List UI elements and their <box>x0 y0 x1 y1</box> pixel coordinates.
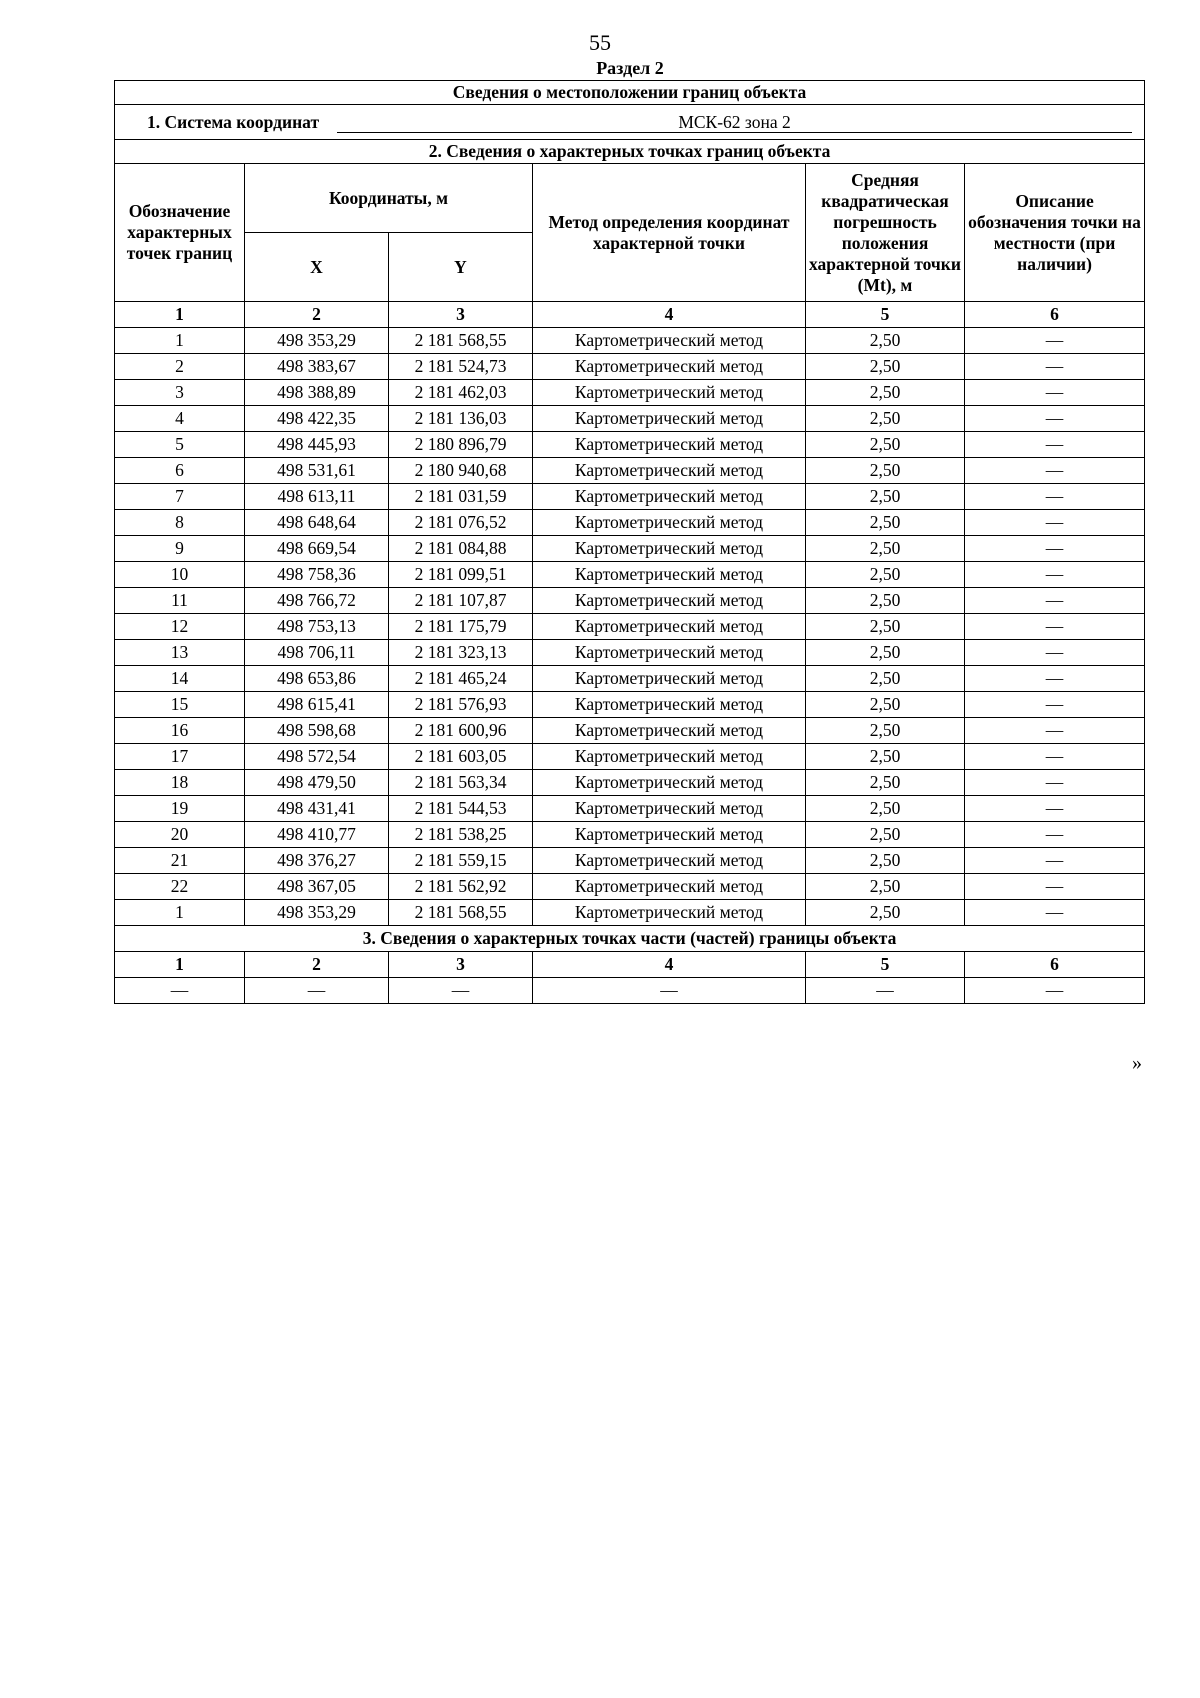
cell-coord-x: 498 445,93 <box>245 432 389 458</box>
cell-method: Картометрический метод <box>533 432 806 458</box>
cell-description: — <box>965 744 1145 770</box>
cell-method: Картометрический метод <box>533 822 806 848</box>
cell-description: — <box>965 562 1145 588</box>
cell-description: — <box>965 614 1145 640</box>
column-number: 4 <box>533 952 806 978</box>
cell-coord-y: 2 181 563,34 <box>389 770 533 796</box>
cell-coord-y: 2 181 107,87 <box>389 588 533 614</box>
cell-method: Картометрический метод <box>533 380 806 406</box>
cell-method: Картометрический метод <box>533 848 806 874</box>
cell-method: Картометрический метод <box>533 744 806 770</box>
cell-point-id: 14 <box>115 666 245 692</box>
cell-coord-x: 498 615,41 <box>245 692 389 718</box>
cell-mean-error: 2,50 <box>806 588 965 614</box>
cell-coord-x: 498 766,72 <box>245 588 389 614</box>
cell-method: Картометрический метод <box>533 874 806 900</box>
cell-coord-y: 2 181 603,05 <box>389 744 533 770</box>
cell-mean-error: 2,50 <box>806 796 965 822</box>
column-number: 4 <box>533 302 806 328</box>
section-title: Раздел 2 <box>596 58 664 78</box>
cell-mean-error: 2,50 <box>806 536 965 562</box>
column-numbers-row <box>115 302 1145 328</box>
column-number: 2 <box>245 302 389 328</box>
cell-mean-error: 2,50 <box>806 432 965 458</box>
cell-coord-x: 498 388,89 <box>245 380 389 406</box>
cell-coord-y: 2 181 175,79 <box>389 614 533 640</box>
column-number: 5 <box>806 952 965 978</box>
table-row <box>115 432 1145 458</box>
cell-point-id: 19 <box>115 796 245 822</box>
cell-point-id: 17 <box>115 744 245 770</box>
table-row <box>115 874 1145 900</box>
table-row <box>115 406 1145 432</box>
cell-coord-x: 498 531,61 <box>245 458 389 484</box>
table-row <box>115 380 1145 406</box>
table-row <box>115 328 1145 354</box>
cell-coord-x: 498 410,77 <box>245 822 389 848</box>
cell-description: — <box>965 432 1145 458</box>
cell-method: Картометрический метод <box>533 562 806 588</box>
table-row <box>115 536 1145 562</box>
cell-description: — <box>965 822 1145 848</box>
cell-coord-y: 2 181 544,53 <box>389 796 533 822</box>
table-row <box>115 354 1145 380</box>
empty-cell: — <box>965 978 1145 1004</box>
table-row <box>115 692 1145 718</box>
cell-description: — <box>965 770 1145 796</box>
cell-method: Картометрический метод <box>533 510 806 536</box>
cell-mean-error: 2,50 <box>806 640 965 666</box>
table-title: Сведения о местоположении границ объекта <box>115 81 1145 105</box>
table-row <box>115 770 1145 796</box>
cell-description: — <box>965 718 1145 744</box>
cell-point-id: 11 <box>115 588 245 614</box>
cell-method: Картометрический метод <box>533 406 806 432</box>
cell-description: — <box>965 458 1145 484</box>
cell-point-id: 21 <box>115 848 245 874</box>
empty-cell: — <box>389 978 533 1004</box>
cell-point-id: 8 <box>115 510 245 536</box>
column-number: 2 <box>245 952 389 978</box>
cell-mean-error: 2,50 <box>806 718 965 744</box>
cell-mean-error: 2,50 <box>806 328 965 354</box>
cell-mean-error: 2,50 <box>806 822 965 848</box>
cell-coord-y: 2 181 568,55 <box>389 900 533 926</box>
cell-method: Картометрический метод <box>533 666 806 692</box>
closing-quote: » <box>1132 1052 1142 1074</box>
cell-point-id: 4 <box>115 406 245 432</box>
cell-coord-x: 498 669,54 <box>245 536 389 562</box>
column-number: 6 <box>965 952 1145 978</box>
cell-point-id: 15 <box>115 692 245 718</box>
table-row <box>115 614 1145 640</box>
cell-point-id: 3 <box>115 380 245 406</box>
cell-mean-error: 2,50 <box>806 900 965 926</box>
header-method: Метод определения координат характерной точки <box>533 164 806 302</box>
table-row <box>115 796 1145 822</box>
cell-method: Картометрический метод <box>533 328 806 354</box>
cell-method: Картометрический метод <box>533 640 806 666</box>
cell-method: Картометрический метод <box>533 458 806 484</box>
cell-method: Картометрический метод <box>533 588 806 614</box>
cell-point-id: 6 <box>115 458 245 484</box>
coord-system-row <box>115 105 1145 140</box>
cell-coord-x: 498 598,68 <box>245 718 389 744</box>
cell-mean-error: 2,50 <box>806 354 965 380</box>
cell-point-id: 18 <box>115 770 245 796</box>
table-row <box>115 458 1145 484</box>
column-number: 3 <box>389 952 533 978</box>
header-error: Средняя квадратическая погрешность положения характерной точки (Mt), м <box>806 164 965 302</box>
empty-cell: — <box>245 978 389 1004</box>
cell-coord-y: 2 181 076,52 <box>389 510 533 536</box>
cell-coord-y: 2 181 462,03 <box>389 380 533 406</box>
cell-coord-x: 498 648,64 <box>245 510 389 536</box>
table-row <box>115 640 1145 666</box>
table-row <box>115 718 1145 744</box>
coord-system-value: МСК-62 зона 2 <box>337 112 1132 133</box>
cell-mean-error: 2,50 <box>806 614 965 640</box>
cell-coord-y: 2 181 562,92 <box>389 874 533 900</box>
cell-method: Картометрический метод <box>533 484 806 510</box>
cell-point-id: 10 <box>115 562 245 588</box>
cell-coord-x: 498 353,29 <box>245 328 389 354</box>
cell-coord-y: 2 181 084,88 <box>389 536 533 562</box>
cell-mean-error: 2,50 <box>806 848 965 874</box>
cell-coord-x: 498 383,67 <box>245 354 389 380</box>
cell-point-id: 1 <box>115 900 245 926</box>
cell-coord-x: 498 613,11 <box>245 484 389 510</box>
cell-coord-y: 2 181 136,03 <box>389 406 533 432</box>
cell-description: — <box>965 640 1145 666</box>
table-row <box>115 484 1145 510</box>
cell-mean-error: 2,50 <box>806 510 965 536</box>
cell-description: — <box>965 848 1145 874</box>
cell-coord-y: 2 181 538,25 <box>389 822 533 848</box>
cell-coord-y: 2 181 559,15 <box>389 848 533 874</box>
column-number: 1 <box>115 302 245 328</box>
cell-description: — <box>965 328 1145 354</box>
cell-coord-x: 498 422,35 <box>245 406 389 432</box>
cell-method: Картометрический метод <box>533 692 806 718</box>
cell-description: — <box>965 484 1145 510</box>
header-coordinates: Координаты, м <box>245 164 533 233</box>
cell-mean-error: 2,50 <box>806 770 965 796</box>
table-row <box>115 848 1145 874</box>
cell-mean-error: 2,50 <box>806 874 965 900</box>
cell-description: — <box>965 406 1145 432</box>
cell-mean-error: 2,50 <box>806 458 965 484</box>
cell-coord-y: 2 181 031,59 <box>389 484 533 510</box>
cell-coord-y: 2 181 576,93 <box>389 692 533 718</box>
cell-coord-x: 498 367,05 <box>245 874 389 900</box>
cell-point-id: 9 <box>115 536 245 562</box>
header-y: Y <box>389 233 533 302</box>
cell-coord-y: 2 181 323,13 <box>389 640 533 666</box>
column-number: 5 <box>806 302 965 328</box>
cell-description: — <box>965 692 1145 718</box>
cell-coord-y: 2 180 896,79 <box>389 432 533 458</box>
table-row <box>115 562 1145 588</box>
cell-mean-error: 2,50 <box>806 380 965 406</box>
page-number: 55 <box>589 30 611 55</box>
cell-method: Картометрический метод <box>533 614 806 640</box>
cell-description: — <box>965 666 1145 692</box>
column-number: 6 <box>965 302 1145 328</box>
header-description: Описание обозначения точки на местности (при наличии) <box>965 164 1145 302</box>
cell-coord-x: 498 431,41 <box>245 796 389 822</box>
cell-point-id: 13 <box>115 640 245 666</box>
cell-point-id: 16 <box>115 718 245 744</box>
cell-coord-x: 498 706,11 <box>245 640 389 666</box>
cell-mean-error: 2,50 <box>806 562 965 588</box>
cell-description: — <box>965 796 1145 822</box>
cell-method: Картометрический метод <box>533 354 806 380</box>
empty-cell: — <box>533 978 806 1004</box>
cell-coord-x: 498 353,29 <box>245 900 389 926</box>
cell-mean-error: 2,50 <box>806 484 965 510</box>
cell-point-id: 1 <box>115 328 245 354</box>
cell-description: — <box>965 874 1145 900</box>
empty-cell: — <box>115 978 245 1004</box>
boundary-table <box>114 80 1145 1004</box>
column-number: 1 <box>115 952 245 978</box>
cell-mean-error: 2,50 <box>806 744 965 770</box>
column-number: 3 <box>389 302 533 328</box>
cell-point-id: 12 <box>115 614 245 640</box>
cell-coord-y: 2 181 568,55 <box>389 328 533 354</box>
cell-coord-y: 2 180 940,68 <box>389 458 533 484</box>
cell-coord-x: 498 376,27 <box>245 848 389 874</box>
cell-coord-x: 498 572,54 <box>245 744 389 770</box>
cell-method: Картометрический метод <box>533 718 806 744</box>
cell-point-id: 20 <box>115 822 245 848</box>
cell-coord-y: 2 181 524,73 <box>389 354 533 380</box>
cell-coord-y: 2 181 600,96 <box>389 718 533 744</box>
table-row <box>115 900 1145 926</box>
table-row <box>115 822 1145 848</box>
table-row <box>115 588 1145 614</box>
cell-coord-x: 498 479,50 <box>245 770 389 796</box>
cell-method: Картометрический метод <box>533 770 806 796</box>
cell-description: — <box>965 354 1145 380</box>
empty-cell: — <box>806 978 965 1004</box>
section2-title: 2. Сведения о характерных точках границ объекта <box>115 140 1145 164</box>
cell-method: Картометрический метод <box>533 796 806 822</box>
section3-column-numbers-row <box>115 952 1145 978</box>
header-designation: Обозначение характерных точек границ <box>115 164 245 302</box>
coord-system-label: 1. Система координат <box>147 111 320 132</box>
cell-coord-y: 2 181 099,51 <box>389 562 533 588</box>
section3-empty-row <box>115 978 1145 1004</box>
cell-description: — <box>965 380 1145 406</box>
cell-point-id: 7 <box>115 484 245 510</box>
cell-description: — <box>965 900 1145 926</box>
cell-coord-x: 498 653,86 <box>245 666 389 692</box>
cell-description: — <box>965 536 1145 562</box>
cell-mean-error: 2,50 <box>806 692 965 718</box>
table-row <box>115 744 1145 770</box>
section3-title: 3. Сведения о характерных точках части (частей) границы объекта <box>115 926 1145 952</box>
header-x: X <box>245 233 389 302</box>
cell-coord-x: 498 753,13 <box>245 614 389 640</box>
cell-method: Картометрический метод <box>533 900 806 926</box>
cell-mean-error: 2,50 <box>806 406 965 432</box>
cell-point-id: 5 <box>115 432 245 458</box>
cell-point-id: 22 <box>115 874 245 900</box>
cell-description: — <box>965 510 1145 536</box>
cell-mean-error: 2,50 <box>806 666 965 692</box>
cell-coord-y: 2 181 465,24 <box>389 666 533 692</box>
table-row <box>115 666 1145 692</box>
cell-point-id: 2 <box>115 354 245 380</box>
cell-method: Картометрический метод <box>533 536 806 562</box>
cell-description: — <box>965 588 1145 614</box>
cell-coord-x: 498 758,36 <box>245 562 389 588</box>
table-row <box>115 510 1145 536</box>
